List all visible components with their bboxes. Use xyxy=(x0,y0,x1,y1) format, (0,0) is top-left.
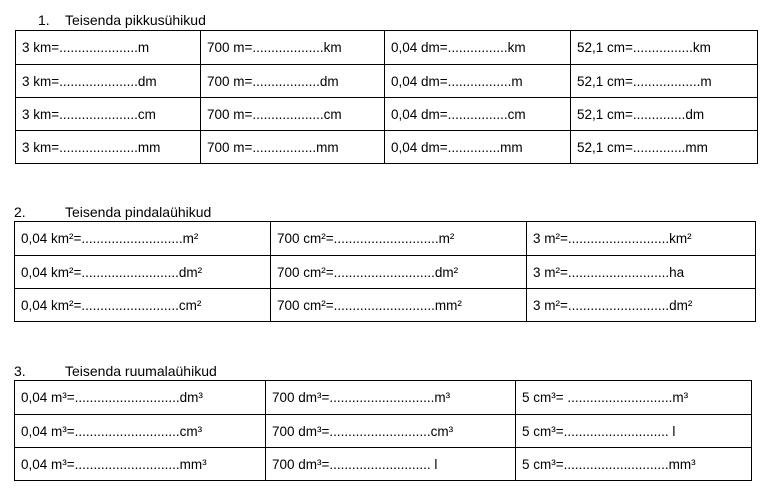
exercise-cell: 5 cm³= ............................m³ xyxy=(516,381,752,415)
table-row xyxy=(16,31,758,65)
exercise-cell: 700 cm²=...........................mm² xyxy=(271,289,527,322)
exercise-cell: 3 m²=...........................ha xyxy=(527,256,756,289)
section-3-heading xyxy=(14,363,217,379)
volume-conversion-table xyxy=(14,380,752,481)
section-2-heading xyxy=(14,204,211,220)
table-row xyxy=(16,131,758,164)
exercise-cell: 5 cm³=............................mm³ xyxy=(516,448,752,481)
length-conversion-table xyxy=(15,30,758,164)
section-1-number: 1. xyxy=(38,12,50,28)
area-conversion-table xyxy=(14,221,756,322)
exercise-cell: 700 m=.................mm xyxy=(201,131,385,164)
exercise-cell: 3 km=.....................cm xyxy=(16,98,201,131)
exercise-cell: 0,04 m³=............................mm³ xyxy=(15,448,266,481)
section-1-title: Teisenda pikkusühikud xyxy=(65,12,206,28)
exercise-cell: 0,04 dm=................km xyxy=(385,31,571,65)
section-3-title: Teisenda ruumalaühikud xyxy=(65,363,217,379)
exercise-cell: 700 m=...................km xyxy=(201,31,385,65)
exercise-cell: 700 dm³=...........................cm³ xyxy=(266,415,516,448)
table-row xyxy=(15,256,756,289)
exercise-cell: 52,1 cm=................km xyxy=(571,31,758,65)
exercise-cell: 0,04 km²=..........................dm² xyxy=(15,256,271,289)
exercise-cell: 0,04 km²=...........................m² xyxy=(15,222,271,256)
exercise-cell: 52,1 cm=..................m xyxy=(571,65,758,98)
exercise-cell: 700 dm³=............................m³ xyxy=(266,381,516,415)
exercise-cell: 0,04 km²=..........................cm² xyxy=(15,289,271,322)
exercise-cell: 700 cm²=...........................dm² xyxy=(271,256,527,289)
section-3-number: 3. xyxy=(14,363,26,379)
exercise-cell: 3 m²=...........................dm² xyxy=(527,289,756,322)
exercise-cell: 0,04 dm=.................m xyxy=(385,65,571,98)
exercise-cell: 700 cm²=............................m² xyxy=(271,222,527,256)
exercise-cell: 0,04 dm=................cm xyxy=(385,98,571,131)
exercise-cell: 700 dm³=........................... l xyxy=(266,448,516,481)
section-2-number: 2. xyxy=(14,204,26,220)
exercise-cell: 52,1 cm=..............mm xyxy=(571,131,758,164)
exercise-cell: 3 km=.....................m xyxy=(16,31,201,65)
exercise-cell: 3 m²=...........................km² xyxy=(527,222,756,256)
exercise-cell: 0,04 m³=............................dm³ xyxy=(15,381,266,415)
exercise-cell: 0,04 m³=............................cm³ xyxy=(15,415,266,448)
table-row xyxy=(15,222,756,256)
table-row xyxy=(15,448,752,481)
table-row xyxy=(16,65,758,98)
exercise-cell: 3 km=.....................dm xyxy=(16,65,201,98)
table-row xyxy=(16,98,758,131)
exercise-cell: 0,04 dm=..............mm xyxy=(385,131,571,164)
section-2-title: Teisenda pindalaühikud xyxy=(65,204,212,220)
exercise-cell: 700 m=..................dm xyxy=(201,65,385,98)
exercise-cell: 5 cm³=............................ l xyxy=(516,415,752,448)
table-row xyxy=(15,381,752,415)
exercise-cell: 3 km=.....................mm xyxy=(16,131,201,164)
table-row xyxy=(15,415,752,448)
exercise-cell: 700 m=...................cm xyxy=(201,98,385,131)
section-1-heading xyxy=(38,12,206,28)
exercise-cell: 52,1 cm=..............dm xyxy=(571,98,758,131)
table-row xyxy=(15,289,756,322)
